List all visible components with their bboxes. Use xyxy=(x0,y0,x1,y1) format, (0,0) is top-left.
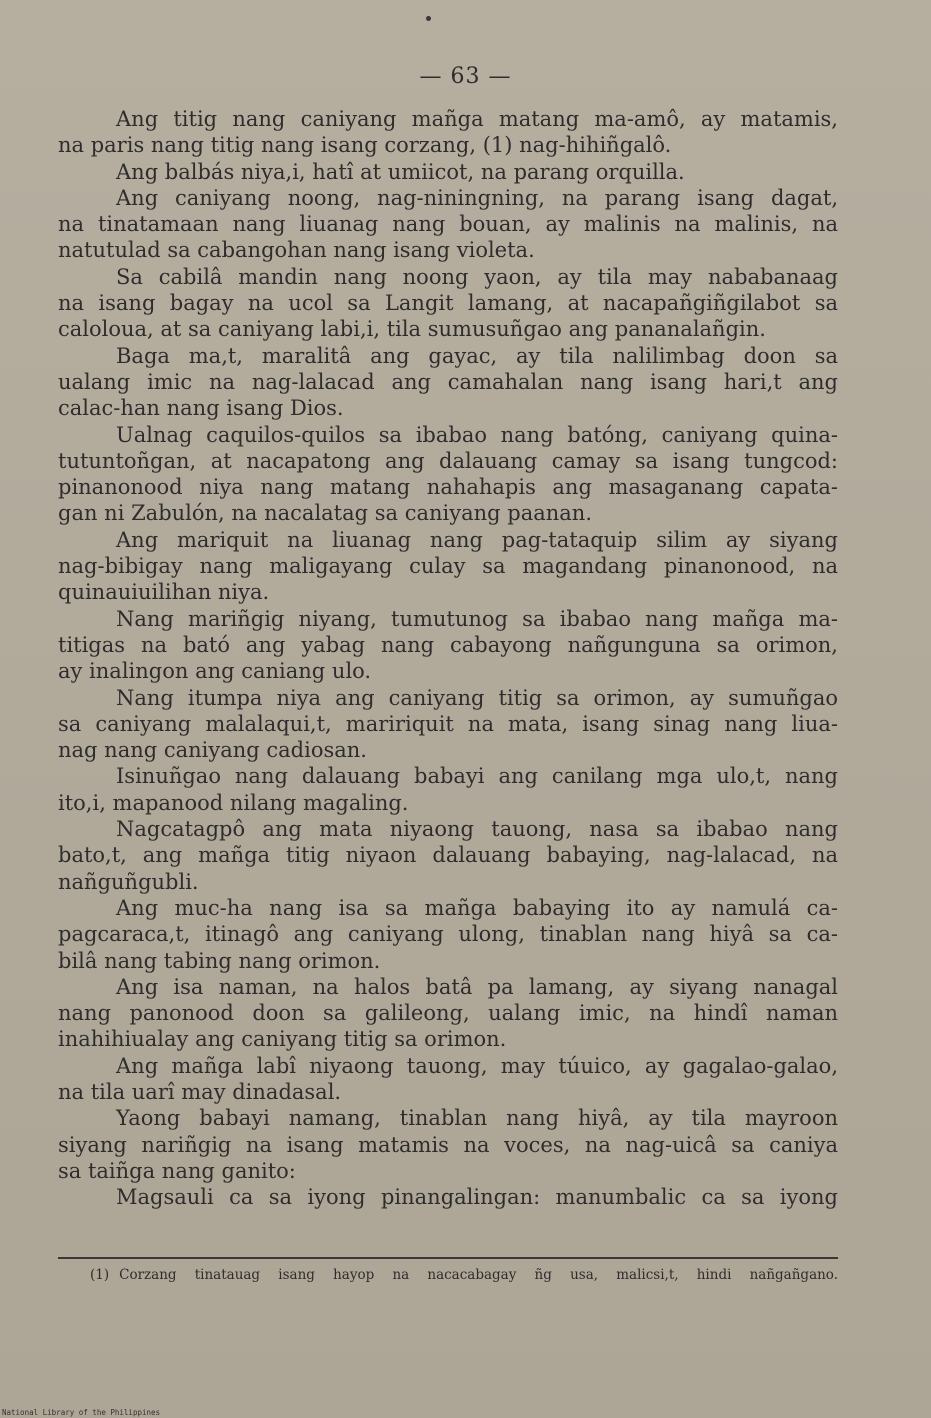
text-line: nag nang caniyang cadiosan. xyxy=(58,738,367,763)
text-line: na paris nang titig nang isang corzang, (1) nag-hihiñgalô. xyxy=(58,133,672,158)
text-line: nang panonood doon sa galileong, ualang imic, na hindî naman xyxy=(58,1001,838,1026)
footnote-mark: (1) xyxy=(90,1267,110,1283)
library-credit: National Library of the Philippines xyxy=(2,1408,161,1417)
text-line: inahihiualay ang caniyang titig sa orimon. xyxy=(58,1027,507,1052)
text-line: calac-han nang isang Dios. xyxy=(58,396,344,421)
text-line: Ang balbás niya,i, hatî at umiicot, na parang orquilla. xyxy=(116,159,685,184)
text-line: siyang nariñgig na isang matamis na voces, na nag-uicâ sa caniya xyxy=(58,1132,838,1157)
text-line: Ang caniyang noong, nag-niningning, na parang isang dagat, xyxy=(116,185,838,210)
text-line: Ualnag caquilos-quilos sa ibabao nang batóng, caniyang quina- xyxy=(116,422,838,447)
text-line: bilâ nang tabing nang orimon. xyxy=(58,948,381,973)
text-line: Nang itumpa niya ang caniyang titig sa orimon, ay sumuñgao xyxy=(116,685,838,710)
text-line: Ang titig nang caniyang mañga matang ma-amô, ay matamis, xyxy=(116,107,838,131)
text-line: na isang bagay na ucol sa Langit lamang, at nacapañgiñgilabot sa xyxy=(58,291,838,316)
body-text xyxy=(58,106,838,1210)
text-line: Ang mariquit na liuanag nang pag-tataquip silim ay siyang xyxy=(116,527,838,552)
text-line: titigas na bató ang yabag nang cabayong nañgunguna sa orimon, xyxy=(58,632,838,657)
text-line: pagcaraca,t, itinagô ang caniyang ulong, tinablan nang hiyâ sa ca- xyxy=(58,922,838,947)
text-line: na tila uarî may dinadasal. xyxy=(58,1079,342,1104)
footnote xyxy=(90,1266,838,1284)
text-line: tutuntoñgan, at nacapatong ang dalauang camay sa isang tungcod: xyxy=(58,448,838,473)
text-line: Ang mañga labî niyaong tauong, may túuico, ay gagalao-galao, xyxy=(116,1053,838,1078)
text-line: Ang isa naman, na halos batâ pa lamang, ay siyang nanagal xyxy=(116,974,838,999)
text-line: Yaong babayi namang, tinablan nang hiyâ, ay tila mayroon xyxy=(116,1106,838,1131)
page-number: — 63 — xyxy=(419,64,512,89)
text-line: ay inalingon ang caniang ulo. xyxy=(58,659,372,684)
text-line: Magsauli ca sa iyong pinangalingan: manumbalic ca sa iyong xyxy=(116,1185,838,1210)
text-line: quinauiuilihan niya. xyxy=(58,580,270,605)
text-line: gan ni Zabulón, na nacalatag sa caniyang paanan. xyxy=(58,501,593,526)
text-line: caloloua, at sa caniyang labi,i, tila sumusuñgao ang pananalañgin. xyxy=(58,317,766,342)
text-line: Nagcatagpô ang mata niyaong tauong, nasa sa ibabao nang xyxy=(116,817,838,842)
text-line: nañguñgubli. xyxy=(58,869,199,894)
text-line: sa taiñga nang ganito: xyxy=(58,1158,296,1183)
text-line: sa caniyang malalaqui,t, maririquit na mata, isang sinag nang liua- xyxy=(58,711,838,736)
text-line: natutulad sa cabangohan nang isang violeta. xyxy=(58,238,535,263)
text-line: Sa cabilâ mandin nang noong yaon, ay tila may nababanaag xyxy=(116,264,838,289)
footnote-text: Corzang tinatauag isang hayop na nacacabagay ñg usa, malicsi,t, hindi nañgañgano. xyxy=(119,1267,838,1283)
text-line: Nang mariñgig niyang, tumutunog sa ibabao nang mañga ma- xyxy=(116,606,838,631)
text-line: Baga ma,t, maralitâ ang gayac, ay tila nalilimbag doon sa xyxy=(116,343,838,368)
text-line: ualang imic na nag-lalacad ang camahalan nang isang hari,t ang xyxy=(58,369,838,394)
text-line: ito,i, mapanood nilang magaling. xyxy=(58,790,409,815)
text-line: Ang muc-ha nang isa sa mañga babaying ito ay namulá ca- xyxy=(116,895,838,920)
text-line: pinanonood niya nang matang nahahapis ang masaganang capata- xyxy=(58,475,838,500)
ink-dot xyxy=(426,16,431,21)
text-line: nag-bibigay nang maligayang culay sa magandang pinanonood, na xyxy=(58,554,838,579)
text-line: Isinuñgao nang dalauang babayi ang canilang mga ulo,t, nang xyxy=(116,764,838,789)
text-line: bato,t, ang mañga titig niyaon dalauang babaying, nag-lalacad, na xyxy=(58,843,838,868)
footnote-divider xyxy=(58,1257,838,1259)
text-line: na tinatamaan nang liuanag nang bouan, ay malinis na malinis, na xyxy=(58,212,838,237)
